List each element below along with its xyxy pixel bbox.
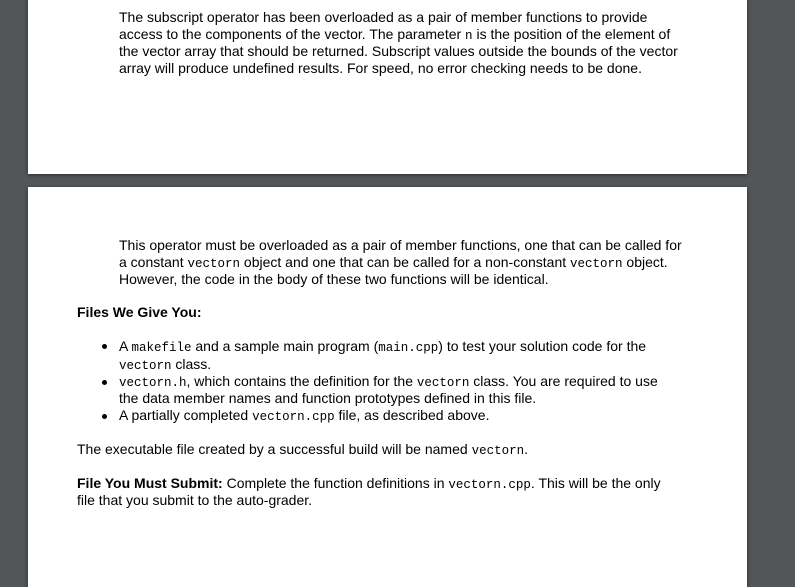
inline-code: vectorn.cpp xyxy=(448,478,531,492)
inline-code: main.cpp xyxy=(378,341,439,355)
bullet-icon xyxy=(102,414,107,419)
paragraph-line: array will produce undefined results. For speed, no error checking needs to be done. xyxy=(119,60,642,76)
paragraph-line: However, the code in the body of these two functions will be identical. xyxy=(119,271,549,287)
bullet-line: A partially completed vectorn.cpp file, as described above. xyxy=(119,407,490,424)
inline-code: makefile xyxy=(131,341,192,355)
inline-code: n xyxy=(465,29,473,43)
paragraph-line: The subscript operator has been overloaded as a pair of member functions to provide xyxy=(119,9,648,25)
paragraph-line: the vector array that should be returned. Subscript values outside the bounds of the vector xyxy=(119,43,678,59)
inline-code: vectorn xyxy=(416,376,470,390)
inline-code: vectorn xyxy=(471,444,525,458)
bullet-icon xyxy=(102,344,107,349)
bullet-line: vectorn class. xyxy=(119,356,212,373)
inline-code: vectorn xyxy=(119,359,172,373)
submit-line-rest: Complete the function definitions in vectorn.cpp. This will be the only xyxy=(222,475,661,492)
submit-line: file that you submit to the auto-grader. xyxy=(77,492,313,508)
bullet-icon xyxy=(102,380,107,385)
document-page-2 xyxy=(28,187,747,587)
inline-code: vectorn.cpp xyxy=(252,410,335,424)
bullet-line: vectorn.h, which contains the definition for the vectorn class. You are required to use xyxy=(119,373,658,390)
bullet-line: the data member names and function prototypes defined in this file. xyxy=(119,390,537,406)
submit-label: File You Must Submit: xyxy=(77,475,223,491)
document-page-1 xyxy=(28,0,747,174)
executable-name-line: The executable file created by a successful build will be named vectorn. xyxy=(77,441,528,458)
paragraph-line: a constant vectorn object and one that can be called for a non-constant vectorn object. xyxy=(119,254,668,271)
inline-code: vectorn xyxy=(187,257,241,271)
bullet-line: A makefile and a sample main program (main.cpp) to test your solution code for the xyxy=(119,338,647,355)
inline-code: vectorn.h xyxy=(119,376,187,390)
inline-code: vectorn xyxy=(570,257,623,271)
paragraph-line: access to the components of the vector. The parameter n is the position of the element of xyxy=(119,26,671,43)
files-heading: Files We Give You: xyxy=(77,304,202,320)
paragraph-line: This operator must be overloaded as a pair of member functions, one that can be called for xyxy=(119,237,682,253)
